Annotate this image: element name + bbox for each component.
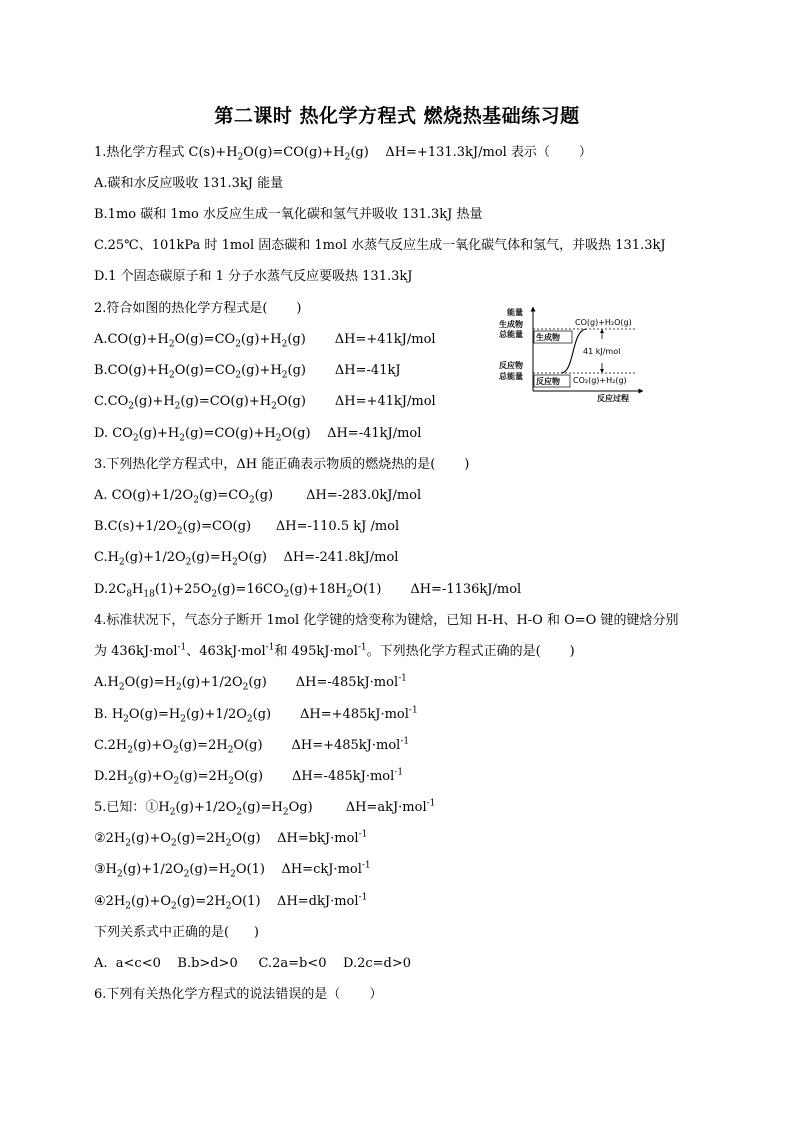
text-line: $C.CO_2(g)+H_2(g)=CO(g)+H_2O(g)$ ΔH=+41kJ/mol <box>94 394 436 412</box>
reactant-energy-label-2: 总能量 <box>499 372 523 381</box>
text-line: 1.热化学方程式 $C(s)+H_2O(g)=CO(g)+H_2(g)$ ΔH=+131.3kJ/mol 表示（ ） <box>94 145 592 163</box>
text-line: 为 436kJ·mol$^{-1}$、463kJ·mol$^{-1}$和 495kJ·mol$^{-1}$。下列热化学方程式正确的是( ) <box>94 642 575 659</box>
product-box-label: 生成物 <box>536 333 560 342</box>
x-axis-label: 反应过程 <box>597 394 629 403</box>
text-line: $④2H_2(g)+O_2(g)=2H_2O(1)$ ΔH=dkJ·mol$^{-1}$ <box>94 892 368 912</box>
text-line: $B.CO(g)+H_2O(g)=CO_2(g)+H_2(g)$ ΔH=-41kJ <box>94 363 401 381</box>
text-line: 6.下列有关热化学方程式的说法错误的是（ ） <box>94 987 383 1002</box>
text-line: $A.CO(g)+H_2O(g)=CO_2(g)+H_2(g)$ ΔH=+41kJ/mol <box>94 332 436 350</box>
product-energy-label-1: 生成物 <box>499 320 523 329</box>
product-energy-label-2: 总能量 <box>499 330 523 339</box>
text-line: C.25℃、101kPa 时 1mol 固态碳和 1mol 水蒸气反应生成一氧化碳气体和氢气，并吸热 131.3kJ <box>94 238 666 253</box>
text-line: $C.2H_2(g)+O_2(g)=2H_2O(g)$ ΔH=+485kJ·mol$^{-1}$ <box>94 736 410 756</box>
text-line: 2.符合如图的热化学方程式是( ) <box>94 301 302 316</box>
text-line: B. $H_2O(g)=H_2(g)+1/2O_2(g)$ ΔH=+485kJ·mol$^{-1}$ <box>94 705 418 725</box>
text-line: B.1mo 碳和 1mo 水反应生成一氧化碳和氢气并吸收 131.3kJ 热量 <box>94 207 483 222</box>
text-line: 4.标准状况下，气态分子断开 1mol 化学键的焓变称为键焓，已知 H-H、H-O 和 O=O 键的键焓分别 <box>94 613 679 628</box>
text-line: $C.H_2(g)+1/2O_2(g)=H_2O(g)$ ΔH=-241.8kJ/mol <box>94 550 399 568</box>
text-line: 3.下列热化学方程式中，ΔH 能正确表示物质的燃烧热的是( ) <box>94 457 470 472</box>
text-line: A. $CO(g)+1/2O_2(g)=CO_2(g)$ ΔH=-283.0kJ/mol <box>94 488 422 506</box>
text-line: $③H_2(g)+1/2O_2(g)=H_2O(1)$ ΔH=ckJ·mol$^{-1}$ <box>94 860 371 880</box>
text-line: 下列关系式中正确的是( ) <box>94 925 259 940</box>
text-line: $B.C(s)+1/2O_2(g)=CO(g)$ ΔH=-110.5 kJ /mol <box>94 519 400 537</box>
product-formula: CO(g)+H₂O(g) <box>575 318 632 327</box>
delta-h-label: 41 kJ/mol <box>583 347 621 356</box>
energy-diagram <box>493 305 643 405</box>
text-line: $A.H_2O(g)=H_2(g)+1/2O_2(g)$ ΔH=-485kJ·mol$^{-1}$ <box>94 673 407 693</box>
text-line: $D.2C_8H_{18}(1)+25O_2(g)=16CO_2(g)+18H_2O(1)$ ΔH=-1136kJ/mol <box>94 582 522 600</box>
text-line: $D.2H_2(g)+O_2(g)=2H_2O(g)$ ΔH=-485kJ·mol$^{-1}$ <box>94 767 404 787</box>
text-line: D. $CO_2(g)+H_2(g)=CO(g)+H_2O(g)$ ΔH=-41kJ/mol <box>94 426 422 444</box>
y-axis-label: 能量 <box>507 308 523 317</box>
reactant-box-label: 反应物 <box>536 377 560 386</box>
text-line: D.1 个固态碳原子和 1 分子水蒸气反应要吸热 131.3kJ <box>94 269 413 284</box>
page-title: 第二课时 热化学方程式 燃烧热基础练习题 <box>214 105 580 127</box>
text-line: A.碳和水反应吸收 131.3kJ 能量 <box>94 176 284 191</box>
reactant-formula: CO₂(g)+H₂(g) <box>573 376 627 385</box>
text-line: $②2H_2(g)+O_2(g)=2H_2O(g)$ ΔH=bkJ·mol$^{-1}$ <box>94 829 368 849</box>
text-line: 5.已知：$①H_2(g)+1/2O_2(g)=H_2Og$) ΔH=akJ·mol$^{-1}$ <box>94 798 436 818</box>
reactant-energy-label-1: 反应物 <box>499 361 523 370</box>
text-line: A. a<c<0 B.b>d>0 C.2a=b<0 D.2c=d>0 <box>94 956 412 971</box>
